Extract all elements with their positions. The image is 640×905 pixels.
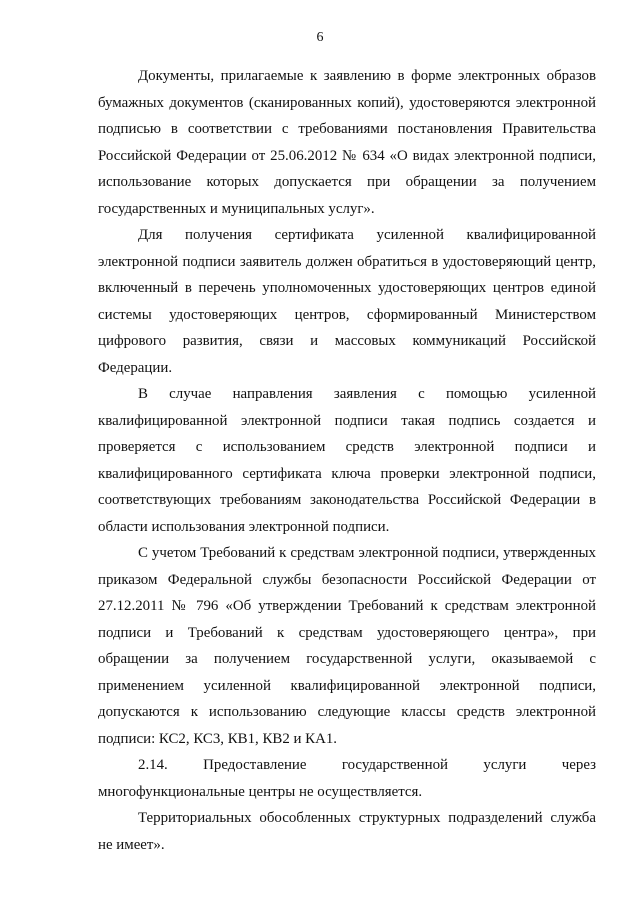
document-body bbox=[98, 63, 596, 858]
text-line: системы удостоверяющих центров, сформированный Министерством bbox=[98, 306, 596, 323]
text-line: обращении за получением государственной услуги, оказываемой с bbox=[98, 651, 596, 667]
text-line: приказом Федеральной службы безопасности Российской Федерации от bbox=[98, 571, 596, 588]
paragraph-6 bbox=[98, 805, 596, 858]
text-line: государственных и муниципальных услуг». bbox=[98, 200, 375, 217]
text-line: Российской Федерации от 25.06.2012 № 634 «О видах электронной подписи, bbox=[98, 147, 596, 164]
paragraph-1 bbox=[98, 63, 596, 222]
text-line: подписью в соответствии с требованиями постановления Правительства bbox=[98, 121, 596, 137]
paragraph-2 bbox=[98, 222, 596, 381]
text-line: области использования электронной подписи. bbox=[98, 518, 390, 535]
text-line: включенный в перечень уполномоченных удостоверяющих центров единой bbox=[98, 280, 596, 296]
text-line: подписи и Требований к средствам удостоверяющего центра», при bbox=[98, 624, 596, 641]
text-line: многофункциональные центры не осуществляется. bbox=[98, 783, 423, 800]
text-line: подписи: КС2, КС3, КВ1, КВ2 и КА1. bbox=[98, 730, 338, 747]
paragraph-5 bbox=[98, 752, 596, 805]
paragraph-4 bbox=[98, 540, 596, 752]
text-line: С учетом Требований к средствам электронной подписи, утвержденных bbox=[138, 545, 596, 561]
text-line: Федерации. bbox=[98, 359, 173, 376]
text-line: Территориальных обособленных структурных подразделений служба bbox=[138, 810, 596, 826]
text-line: квалифицированного сертификата ключа проверки электронной подписи, bbox=[98, 465, 596, 482]
page-number: 6 bbox=[316, 30, 324, 45]
text-line: 2.14. Предоставление государственной услуги через bbox=[138, 757, 596, 773]
text-line: Для получения сертификата усиленной квалифицированной bbox=[138, 227, 596, 243]
text-line: 27.12.2011 № 796 «Об утверждении Требований к средствам электронной bbox=[98, 598, 596, 614]
paragraph-3 bbox=[98, 381, 596, 540]
text-line: соответствующих требованиям законодательства Российской Федерации в bbox=[98, 492, 596, 508]
text-line: электронной подписи заявитель должен обратиться в удостоверяющий центр, bbox=[98, 253, 596, 270]
text-line: не имеет». bbox=[98, 836, 165, 853]
text-line: проверяется с использованием средств электронной подписи и bbox=[98, 439, 596, 455]
text-line: использование которых допускается при обращении за получением bbox=[98, 174, 596, 190]
text-line: применением усиленной квалифицированной электронной подписи, bbox=[98, 677, 596, 694]
text-line: квалифицированной электронной подписи такая подпись создается и bbox=[98, 412, 596, 429]
text-line: цифрового развития, связи и массовых коммуникаций Российской bbox=[98, 333, 596, 349]
text-line: Документы, прилагаемые к заявлению в форме электронных образов bbox=[138, 68, 596, 84]
text-line: бумажных документов (сканированных копий), удостоверяются электронной bbox=[98, 94, 596, 111]
text-line: В случае направления заявления с помощью усиленной bbox=[138, 386, 596, 402]
text-line: допускаются к использованию следующие классы средств электронной bbox=[98, 704, 596, 720]
